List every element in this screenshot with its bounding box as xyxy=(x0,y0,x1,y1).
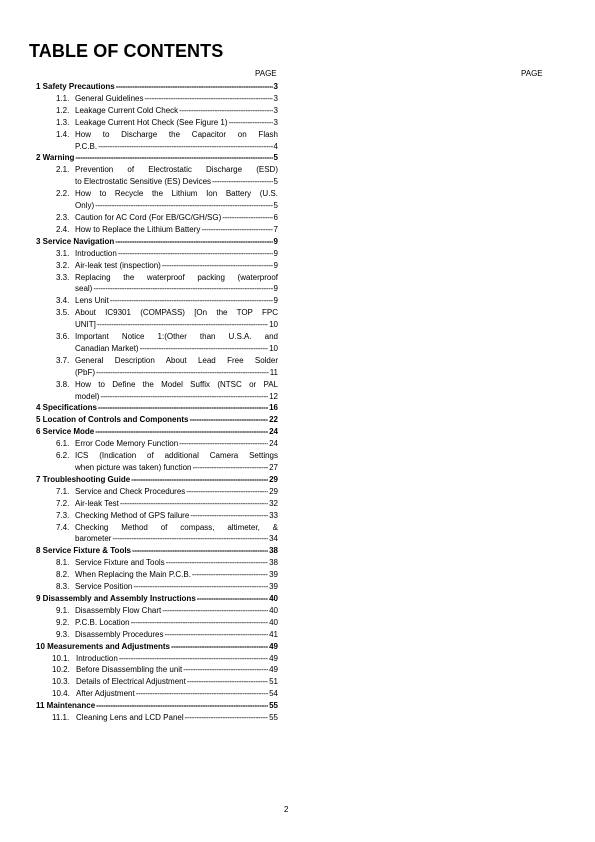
toc-entry-number: 8.2. xyxy=(56,570,70,580)
dot-leader xyxy=(222,212,272,224)
dot-leader xyxy=(98,141,272,153)
toc-subsection-entry[interactable] xyxy=(36,653,278,665)
toc-subsection-entry[interactable] xyxy=(36,331,278,355)
toc-entry-title-first-line: Checking Method of compass, altimeter, & xyxy=(75,522,278,532)
dot-leader xyxy=(112,533,268,545)
toc-subsection-entry[interactable] xyxy=(36,129,278,153)
toc-entry-title-first-line: How to Define the Model Suffix (NTSC or PAL xyxy=(75,379,278,389)
dot-leader xyxy=(192,569,268,581)
toc-entry-title: 7 Troubleshooting Guide xyxy=(36,474,131,484)
toc-entry-number: 3.8. xyxy=(56,379,70,389)
dot-leader xyxy=(186,486,268,498)
toc-entry-title: Disassembly Procedures xyxy=(75,629,164,639)
toc-entry-title: 11 Maintenance xyxy=(36,701,96,711)
toc-entry-number: 2.4. xyxy=(56,224,70,234)
dot-leader xyxy=(197,593,268,605)
toc-entry-title: to Electrostatic Sensitive (ES) Devices xyxy=(75,177,212,187)
toc-subsection-entry[interactable] xyxy=(36,93,278,105)
toc-page-number: 10 xyxy=(269,343,278,353)
dot-leader xyxy=(96,700,268,712)
dot-leader xyxy=(93,283,272,295)
toc-entry-number: 1.1. xyxy=(56,93,70,103)
toc-subsection-entry[interactable] xyxy=(36,212,278,224)
toc-section-entry[interactable] xyxy=(36,641,278,653)
toc-subsection-entry[interactable] xyxy=(36,260,278,272)
toc-page-number: 16 xyxy=(269,403,278,413)
dot-leader xyxy=(118,248,273,260)
toc-entry-number: 3.1. xyxy=(56,248,70,258)
toc-entry-title: When Replacing the Main P.C.B. xyxy=(75,570,191,580)
dot-leader xyxy=(166,557,268,569)
toc-entry-number: 7.2. xyxy=(56,498,70,508)
toc-page-number: 29 xyxy=(269,474,278,484)
toc-entry-number: 7.3. xyxy=(56,510,70,520)
toc-subsection-entry[interactable] xyxy=(36,498,278,510)
page-column-header-right: PAGE xyxy=(521,69,543,78)
toc-entry-number: 2.3. xyxy=(56,212,70,222)
toc-entry-number: 9.2. xyxy=(56,617,70,627)
page-title: TABLE OF CONTENTS xyxy=(29,41,224,61)
toc-page-number: 27 xyxy=(269,463,278,472)
toc-entry-title: 5 Location of Controls and Components xyxy=(36,415,189,425)
toc-section-entry[interactable] xyxy=(36,700,278,712)
toc-section-entry[interactable] xyxy=(36,414,278,426)
toc-page-number: 5 xyxy=(273,201,278,211)
toc-page-number: 38 xyxy=(269,546,278,556)
toc-entry-title: Air-leak test (inspection) xyxy=(75,260,161,270)
toc-page-number: 7 xyxy=(273,224,278,234)
toc-page-number: 32 xyxy=(269,498,278,508)
toc-entry-number: 1.4. xyxy=(56,129,70,139)
toc-entry-number: 1.3. xyxy=(56,117,70,127)
toc-page-number: 11 xyxy=(269,367,278,377)
toc-page-number: 34 xyxy=(269,534,278,544)
toc-page-number: 9 xyxy=(273,236,278,246)
toc-page-number: 6 xyxy=(273,212,278,222)
toc-entry-title: 8 Service Fixture & Tools xyxy=(36,546,131,556)
toc-entry-title: Service and Check Procedures xyxy=(75,486,186,496)
toc-section-entry[interactable] xyxy=(36,152,278,164)
toc-section-entry[interactable] xyxy=(36,474,278,486)
toc-subsection-entry[interactable] xyxy=(36,522,278,546)
toc-entry-title: (PbF) xyxy=(75,367,95,377)
dot-leader xyxy=(132,545,268,557)
dot-leader xyxy=(136,688,268,700)
toc-page-number: 3 xyxy=(273,117,278,127)
toc-entry-title-first-line: About IC9301 (COMPASS) [On the TOP FPC xyxy=(75,308,278,318)
toc-page-number: 9 xyxy=(273,284,278,294)
toc-entry-title: After Adjustment xyxy=(76,689,135,699)
table-of-contents xyxy=(36,81,278,724)
toc-entry-title: Air-leak Test xyxy=(75,498,119,508)
toc-entry-title: Introduction xyxy=(76,653,118,663)
dot-leader xyxy=(171,641,268,653)
dot-leader xyxy=(179,438,268,450)
toc-page-number: 55 xyxy=(269,713,278,723)
dot-leader xyxy=(131,474,268,486)
toc-entry-title: Details of Electrical Adjustment xyxy=(76,677,186,687)
toc-page-number: 4 xyxy=(273,141,278,151)
toc-entry-number: 9.1. xyxy=(56,605,70,615)
toc-entry-number: 2.1. xyxy=(56,165,70,175)
toc-entry-title: Checking Method of GPS failure xyxy=(75,510,190,520)
toc-entry-number: 10.3. xyxy=(52,677,70,687)
toc-entry-title: General Guidelines xyxy=(75,93,144,103)
toc-subsection-entry[interactable] xyxy=(36,712,278,724)
toc-entry-title: 3 Service Navigation xyxy=(36,236,115,246)
dot-leader xyxy=(140,343,269,355)
toc-entry-title: 4 Specifications xyxy=(36,403,97,413)
dot-leader xyxy=(162,260,273,272)
toc-page-number: 38 xyxy=(269,558,278,568)
toc-section-entry[interactable] xyxy=(36,81,278,93)
toc-entry-title: seal) xyxy=(75,284,93,294)
toc-entry-title: Lens Unit xyxy=(75,296,109,306)
dot-leader xyxy=(95,426,268,438)
toc-page-number: 49 xyxy=(269,665,278,675)
toc-entry-title: 6 Service Mode xyxy=(36,427,95,437)
toc-entry-title: Service Fixture and Tools xyxy=(75,558,165,568)
toc-subsection-entry[interactable] xyxy=(36,629,278,641)
toc-subsection-entry[interactable] xyxy=(36,224,278,236)
dot-leader xyxy=(183,664,268,676)
toc-entry-number: 2.2. xyxy=(56,189,70,199)
dot-leader xyxy=(193,462,269,474)
toc-entry-title: UNIT] xyxy=(75,320,96,330)
toc-entry-title: 9 Disassembly and Assembly Instructions xyxy=(36,593,196,603)
toc-page-number: 49 xyxy=(269,653,278,663)
toc-subsection-entry[interactable] xyxy=(36,105,278,117)
toc-entry-number: 10.1. xyxy=(52,653,70,663)
page-column-header: PAGE xyxy=(255,69,277,78)
toc-entry-title-first-line: Prevention of Electrostatic Discharge (ESD) xyxy=(75,165,278,175)
toc-subsection-entry[interactable] xyxy=(36,676,278,688)
toc-entry-title-first-line: How to Recycle the Lithium Ion Battery (U.S. xyxy=(75,189,278,199)
toc-entry-title: Cleaning Lens and LCD Panel xyxy=(76,713,184,723)
toc-entry-number: 3.2. xyxy=(56,260,70,270)
toc-entry-number: 7.4. xyxy=(56,522,70,532)
dot-leader xyxy=(162,605,268,617)
toc-page-number: 55 xyxy=(269,701,278,711)
toc-page-number: 29 xyxy=(269,486,278,496)
dot-leader xyxy=(190,510,268,522)
toc-entry-title: Canadian Market) xyxy=(75,343,139,353)
page-number: 2 xyxy=(284,805,289,814)
toc-entry-title-first-line: Replacing the waterproof packing (waterproof xyxy=(75,272,278,282)
toc-subsection-entry[interactable] xyxy=(36,379,278,403)
toc-entry-number: 9.3. xyxy=(56,629,70,639)
toc-entry-title: barometer xyxy=(75,534,112,544)
dot-leader xyxy=(96,367,269,379)
toc-page-number: 40 xyxy=(269,605,278,615)
dot-leader xyxy=(185,712,268,724)
toc-entry-title: Caution for AC Cord (For EB/GC/GH/SG) xyxy=(75,212,222,222)
toc-entry-title: Disassembly Flow Chart xyxy=(75,605,162,615)
toc-subsection-entry[interactable] xyxy=(36,486,278,498)
toc-page-number: 39 xyxy=(269,582,278,592)
dot-leader xyxy=(95,200,272,212)
toc-entry-number: 10.2. xyxy=(52,665,70,675)
toc-entry-title: 2 Warning xyxy=(36,153,75,163)
dot-leader xyxy=(229,117,273,129)
toc-entry-number: 3.6. xyxy=(56,332,70,342)
toc-subsection-entry[interactable] xyxy=(36,307,278,331)
toc-subsection-entry[interactable] xyxy=(36,617,278,629)
toc-entry-title: Introduction xyxy=(75,248,117,258)
toc-page-number: 33 xyxy=(269,510,278,520)
toc-subsection-entry[interactable] xyxy=(36,581,278,593)
toc-subsection-entry[interactable] xyxy=(36,557,278,569)
dot-leader xyxy=(187,676,268,688)
toc-page-number: 12 xyxy=(269,391,278,401)
toc-entry-number: 1.2. xyxy=(56,105,70,115)
toc-subsection-entry[interactable] xyxy=(36,510,278,522)
dot-leader xyxy=(75,152,272,164)
toc-entry-number: 6.1. xyxy=(56,439,70,449)
toc-entry-title: P.C.B. Location xyxy=(75,617,130,627)
toc-section-entry[interactable] xyxy=(36,236,278,248)
toc-page-number: 3 xyxy=(273,93,278,103)
dot-leader xyxy=(98,402,268,414)
toc-page-number: 5 xyxy=(273,177,278,187)
toc-page-number: 39 xyxy=(269,570,278,580)
toc-entry-title: 10 Measurements and Adjustments xyxy=(36,641,170,651)
toc-entry-title-first-line: ICS (Indication of additional Camera Settings xyxy=(75,451,278,461)
toc-subsection-entry[interactable] xyxy=(36,295,278,307)
dot-leader xyxy=(100,391,268,403)
toc-subsection-entry[interactable] xyxy=(36,355,278,379)
toc-entry-number: 3.7. xyxy=(56,355,70,365)
toc-section-entry[interactable] xyxy=(36,426,278,438)
toc-section-entry[interactable] xyxy=(36,402,278,414)
toc-section-entry[interactable] xyxy=(36,593,278,605)
toc-entry-number: 8.1. xyxy=(56,558,70,568)
toc-subsection-entry[interactable] xyxy=(36,248,278,260)
dot-leader xyxy=(212,176,273,188)
toc-entry-title: Before Disassembling the unit xyxy=(76,665,183,675)
toc-page-number: 41 xyxy=(269,629,278,639)
toc-entry-title: Service Position xyxy=(75,582,133,592)
toc-subsection-entry[interactable] xyxy=(36,450,278,474)
toc-page-number: 51 xyxy=(269,677,278,687)
toc-entry-number: 10.4. xyxy=(52,689,70,699)
dot-leader xyxy=(189,414,268,426)
toc-page-number: 3 xyxy=(273,82,278,91)
toc-entry-number: 6.2. xyxy=(56,451,70,461)
toc-entry-number: 3.3. xyxy=(56,272,70,282)
toc-page-number: 9 xyxy=(273,296,278,306)
toc-entry-title: Only) xyxy=(75,201,95,211)
toc-subsection-entry[interactable] xyxy=(36,164,278,188)
toc-page-number: 3 xyxy=(273,105,278,115)
toc-entry-number: 3.4. xyxy=(56,296,70,306)
dot-leader xyxy=(131,617,269,629)
toc-entry-title: model) xyxy=(75,391,100,401)
toc-page-number: 40 xyxy=(269,617,278,627)
toc-subsection-entry[interactable] xyxy=(36,272,278,296)
dot-leader xyxy=(110,295,273,307)
toc-page-number: 54 xyxy=(269,689,278,699)
toc-entry-title: How to Replace the Lithium Battery xyxy=(75,224,201,234)
dot-leader xyxy=(115,236,272,248)
toc-entry-title: Error Code Memory Function xyxy=(75,439,179,449)
toc-entry-title: P.C.B. xyxy=(75,141,98,151)
dot-leader xyxy=(201,224,272,236)
toc-entry-title: when picture was taken) function xyxy=(75,463,192,472)
toc-subsection-entry[interactable] xyxy=(36,664,278,676)
toc-page-number: 9 xyxy=(273,248,278,258)
dot-leader xyxy=(133,581,268,593)
toc-page-number: 49 xyxy=(269,641,278,651)
dot-leader xyxy=(120,498,268,510)
toc-subsection-entry[interactable] xyxy=(36,188,278,212)
toc-subsection-entry[interactable] xyxy=(36,569,278,581)
toc-section-entry[interactable] xyxy=(36,545,278,557)
dot-leader xyxy=(144,93,272,105)
toc-entry-number: 7.1. xyxy=(56,486,70,496)
toc-page-number: 22 xyxy=(269,415,278,425)
toc-entry-title-first-line: General Description About Lead Free Solder xyxy=(75,355,278,365)
toc-entry-title-first-line: Important Notice 1:(Other than U.S.A. and xyxy=(75,332,278,342)
toc-subsection-entry[interactable] xyxy=(36,605,278,617)
toc-entry-title: Leakage Current Hot Check (See Figure 1) xyxy=(75,117,228,127)
dot-leader xyxy=(179,105,272,117)
toc-page-number: 9 xyxy=(273,260,278,270)
dot-leader xyxy=(116,81,273,93)
toc-entry-title-first-line: How to Discharge the Capacitor on Flash xyxy=(75,129,278,139)
toc-entry-number: 8.3. xyxy=(56,582,70,592)
toc-page-number: 24 xyxy=(269,427,278,437)
dot-leader xyxy=(97,319,268,331)
toc-page-number: 40 xyxy=(269,593,278,603)
toc-entry-number: 11.1. xyxy=(52,713,70,723)
toc-entry-number: 3.5. xyxy=(56,308,70,318)
toc-entry-title: Leakage Current Cold Check xyxy=(75,105,179,115)
dot-leader xyxy=(119,653,268,665)
toc-page-number: 10 xyxy=(269,320,278,330)
toc-page-number: 5 xyxy=(273,153,278,163)
toc-subsection-entry[interactable] xyxy=(36,688,278,700)
toc-page-number: 24 xyxy=(269,439,278,449)
toc-subsection-entry[interactable] xyxy=(36,117,278,129)
toc-entry-title: 1 Safety Precautions xyxy=(36,82,115,91)
dot-leader xyxy=(164,629,268,641)
toc-subsection-entry[interactable] xyxy=(36,438,278,450)
